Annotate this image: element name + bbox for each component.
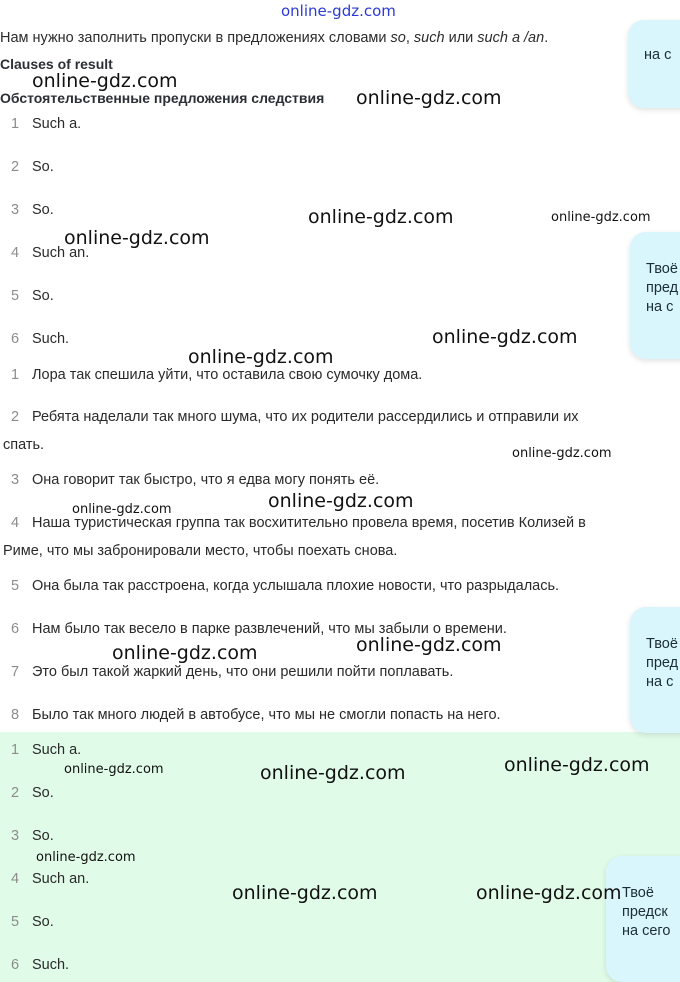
bubble-line: Твоё	[646, 261, 678, 277]
item-text-continued: спать.	[3, 437, 45, 453]
translation-item	[11, 707, 501, 723]
item-number: 1	[11, 742, 20, 758]
intro-or: или	[444, 30, 478, 46]
bubble-line: Твоё	[646, 636, 678, 652]
item-number: 6	[11, 621, 20, 637]
watermark: online-gdz.com	[260, 762, 406, 784]
answer-item	[11, 331, 69, 347]
item-number: 1	[11, 367, 20, 383]
translation-item	[11, 367, 422, 383]
item-text: So.	[32, 914, 54, 930]
item-number: 2	[11, 159, 20, 175]
promo-bubble[interactable]	[630, 232, 680, 359]
answer-item	[11, 116, 81, 132]
item-number: 4	[11, 871, 20, 887]
watermark: online-gdz.com	[64, 762, 164, 777]
item-text: Such.	[32, 957, 70, 973]
item-number: 6	[11, 957, 20, 973]
answer-item	[11, 288, 54, 304]
item-number: 5	[11, 914, 20, 930]
item-text: Лора так спешила уйти, что оставила свою сумочку дома.	[32, 367, 423, 383]
promo-bubble[interactable]	[628, 20, 680, 108]
watermark: online-gdz.com	[512, 446, 612, 461]
bubble-line: на с	[646, 299, 674, 315]
bubble-line: на с	[644, 47, 672, 63]
item-number: 7	[11, 664, 20, 680]
item-text: Нам было так весело в парке развлечений, что мы забыли о времени.	[32, 621, 507, 637]
item-text: Such a.	[32, 742, 82, 758]
intro-text: Нам нужно заполнить пропуски в предложениях словами	[0, 30, 391, 46]
bubble-line: предск	[622, 904, 668, 920]
answer-item	[11, 785, 54, 801]
item-number: 6	[11, 331, 20, 347]
item-number: 2	[11, 785, 20, 801]
watermark: online-gdz.com	[356, 634, 502, 656]
watermark: online-gdz.com	[32, 70, 178, 92]
watermark: online-gdz.com	[551, 210, 651, 225]
item-text: Such a.	[32, 116, 82, 132]
translation-item	[11, 472, 379, 488]
answer-item	[11, 159, 54, 175]
watermark: online-gdz.com	[268, 490, 414, 512]
item-number: 5	[11, 288, 20, 304]
translation-item	[11, 664, 453, 680]
item-text: Она говорит так быстро, что я едва могу понять её.	[32, 472, 380, 488]
answer-item	[11, 828, 54, 844]
bubble-line: пред	[646, 655, 679, 671]
section-subheading: Обстоятельственные предложения следствия	[0, 90, 325, 106]
intro-period: .	[544, 30, 549, 46]
item-number: 2	[11, 409, 20, 425]
word-such: such	[413, 30, 445, 46]
watermark: online-gdz.com	[64, 227, 210, 249]
bubble-line: Твоё	[622, 885, 654, 901]
watermark: online-gdz.com	[112, 642, 258, 664]
translation-item	[3, 509, 651, 565]
item-number: 1	[11, 116, 20, 132]
item-text: So.	[32, 785, 54, 801]
answer-item	[11, 914, 54, 930]
answer-item	[11, 742, 81, 758]
task-instruction	[0, 30, 548, 46]
item-text: So.	[32, 202, 54, 218]
word-such-a: such a /an	[477, 30, 545, 46]
item-text: Such an.	[32, 245, 90, 261]
item-number: 3	[11, 828, 20, 844]
item-number: 3	[11, 472, 20, 488]
item-number: 3	[11, 202, 20, 218]
item-text: So.	[32, 828, 54, 844]
word-so: so	[390, 30, 406, 46]
watermark: online-gdz.com	[432, 326, 578, 348]
answer-item	[11, 871, 89, 887]
item-text: So.	[32, 288, 54, 304]
item-text: So.	[32, 159, 54, 175]
translation-item	[11, 578, 559, 594]
watermark: online-gdz.com	[476, 882, 622, 904]
site-logo[interactable]: online-gdz.com	[281, 2, 396, 20]
section-heading: Clauses of result	[0, 56, 113, 72]
item-text: Наша туристическая группа так восхитительно провела время, посетив Колизей в	[32, 515, 586, 531]
item-text: Это был такой жаркий день, что они решили пойти поплавать.	[32, 664, 454, 680]
item-text: Such.	[32, 331, 70, 347]
watermark: online-gdz.com	[232, 882, 378, 904]
bubble-line: на с	[646, 674, 674, 690]
item-text-continued: Риме, что мы забронировали место, чтобы поехать снова.	[3, 543, 398, 559]
bubble-line: пред	[646, 280, 679, 296]
watermark: online-gdz.com	[356, 87, 502, 109]
watermark: online-gdz.com	[72, 502, 172, 517]
promo-bubble[interactable]	[630, 607, 680, 733]
item-number: 5	[11, 578, 20, 594]
bubble-line: на сего	[622, 923, 671, 939]
item-text: Было так много людей в автобусе, что мы не смогли попасть на него.	[32, 707, 501, 723]
watermark: online-gdz.com	[504, 754, 650, 776]
watermark: online-gdz.com	[188, 346, 334, 368]
item-text: Она была так расстроена, когда услышала плохие новости, что разрыдалась.	[32, 578, 560, 594]
promo-bubble[interactable]	[606, 856, 680, 982]
item-number: 4	[11, 245, 20, 261]
watermark: online-gdz.com	[36, 850, 136, 865]
answer-item	[11, 202, 54, 218]
item-number: 8	[11, 707, 20, 723]
intro-comma: ,	[405, 30, 414, 46]
item-text: Ребята наделали так много шума, что их родители рассердились и отправили их	[32, 409, 579, 425]
watermark: online-gdz.com	[308, 206, 454, 228]
answer-item	[11, 957, 69, 973]
item-text: Such an.	[32, 871, 90, 887]
item-number: 4	[11, 515, 20, 531]
